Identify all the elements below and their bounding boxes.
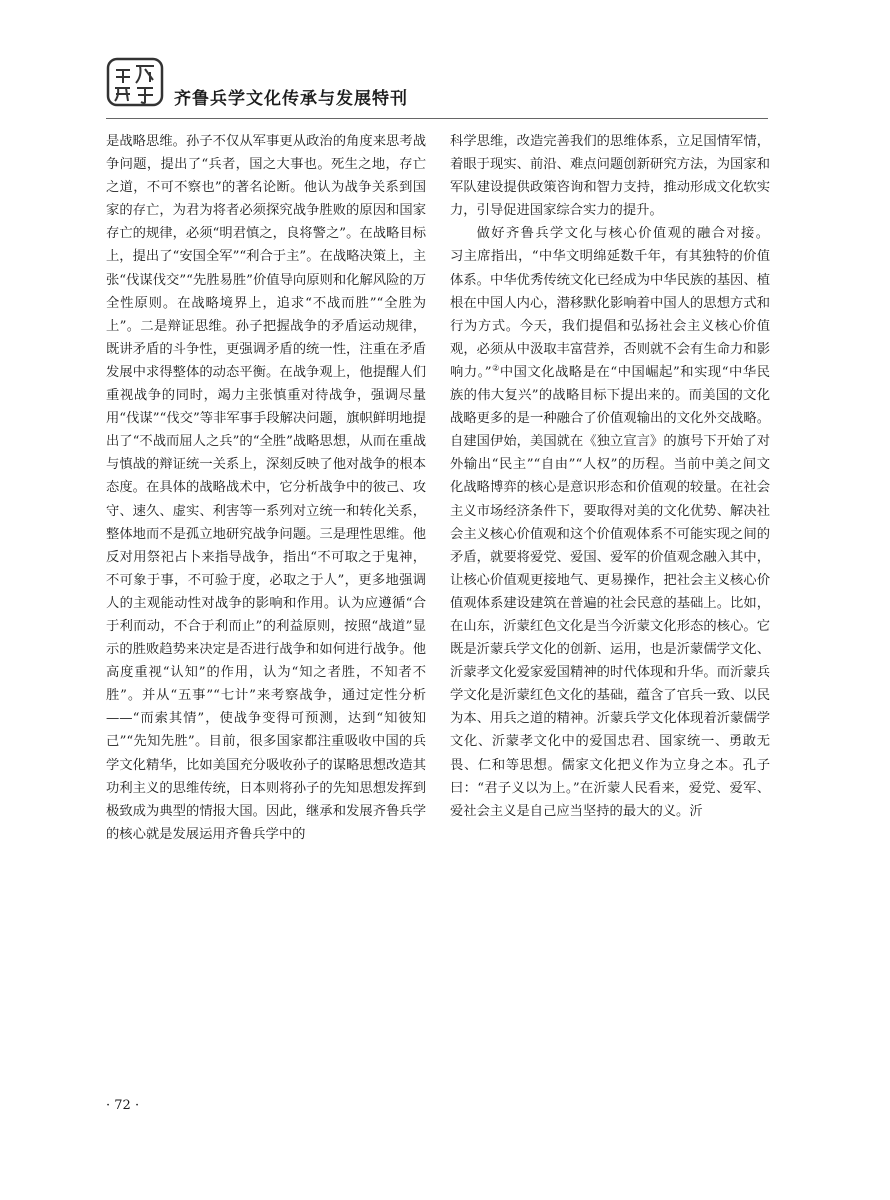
section-lead-heading: 做好齐鲁兵学文化与核心价值观的融合对接。: [476, 226, 770, 242]
footnote-marker: ②: [491, 363, 500, 373]
header-divider: [106, 118, 768, 119]
right-paragraph-2-text-a: 习主席指出，“中华文明绵延数千年，有其独特的价值体系。中华优秀传统文化已经成为中华民族的基因、植根在中国人内心，潜移默化影响着中国人的思想方式和行为方式。今天，我们提倡和弘扬社会主义核心价值观，必须从中汲取丰富营养，否则就不会有生命力和影响力。”: [450, 249, 770, 380]
journal-logo-seal-icon: [106, 56, 164, 108]
journal-logo: [106, 56, 164, 108]
journal-header-title: 齐鲁兵学文化传承与发展特刊: [174, 89, 408, 109]
right-paragraph-2-text-b: 中国文化战略是在“中国崛起”和实现“中华民族的伟大复兴”的战略目标下提出来的。而美国的文化战略更多的是一种融合了价值观输出的文化外交战略。自建国伊始，美国就在《独立宣言》的旗号下开始了对外输出“民主”“自由”“人权”的历程。当前中美之间文化战略博弈的核心是意识形态和价值观的较量。在社会主义市场经济条件下，要取得对美的文化优势、解决社会主义核心价值观和这个价值观体系不可能实现之间的矛盾，就要将爱党、爱国、爱军的价值观念融入其中，让核心价值观更接地气、更易操作，把社会主义核心价值观体系建设建筑在普遍的社会民意的基础上。比如，在山东，沂蒙红色文化是当今沂蒙文化形态的核心。它既是沂蒙兵学文化的创新、运用，也是沂蒙儒学文化、沂蒙孝文化爱家爱国精神的时代体现和升华。而沂蒙兵学文化是沂蒙红色文化的基础，蕴含了官兵一致、以民为本、用兵之道的精神。沂蒙兵学文化体现着沂蒙儒学文化、沂蒙孝文化中的爱国忠君、国家统一、勇敢无畏、仁和等思想。儒家文化把义作为立身之本。孔子曰：“君子义以为上。”在沂蒙人民看来，爱党、爱军、爱社会主义是自己应当坚持的最大的义。沂: [450, 364, 770, 819]
right-paragraph-1: 科学思维，改造完善我们的思维体系，立足国情军情，着眼于现实、前沿、难点问题创新研究方法，为国家和军队建设提供政策咨询和智力支持，推动形成文化软实力，引导促进国家综合实力的提升。: [450, 134, 770, 219]
left-column: [106, 130, 426, 1092]
page-number: · 72 ·: [106, 1098, 140, 1113]
right-paragraph-2: [450, 222, 770, 822]
left-paragraph-1: 是战略思维。孙子不仅从军事更从政治的角度来思考战争问题，提出了“兵者，国之大事也。死生之地，存亡之道，不可不察也”的著名论断。他认为战争关系到国家的存亡，为君为将者必须探究战争胜败的原因和国家存亡的规律，必须“明君慎之，良将警之”。在战略目标上，提出了“安国全军”“利合于主”。在战略决策上，主张“伐谋伐交”“先胜易胜”价值导向原则和化解风险的万全性原则。在战略境界上，追求“不战而胜”“全胜为上”。二是辩证思维。孙子把握战争的矛盾运动规律，既讲矛盾的斗争性，更强调矛盾的统一性，注重在矛盾发展中求得整体的动态平衡。在战争观上，他提醒人们重视战争的同时，竭力主张慎重对待战争，强调尽量用“伐谋”“伐交”等非军事手段解决问题，旗帜鲜明地提出了“不战而屈人之兵”的“全胜”战略思想，从而在重战与慎战的辩证统一关系上，深刻反映了他对战争的根本态度。在具体的战略战术中，它分析战争中的彼己、攻守、速久、虚实、利害等一系列对立统一和转化关系，整体地而不是孤立地研究战争问题。三是理性思维。他反对用祭祀占卜来指导战争，指出“不可取之于鬼神，不可象于事，不可验于度，必取之于人”，更多地强调人的主观能动性对战争的影响和作用。认为应遵循“合于利而动，不合于利而止”的利益原则，按照“战道”显示的胜败趋势来决定是否进行战争和如何进行战争。他高度重视“认知”的作用，认为“知之者胜，不知者不胜”。并从“五事”“七计”来考察战争，通过定性分析——“而索其情”，使战争变得可预测，达到“知彼知己”“先知先胜”。目前，很多国家都注重吸收中国的兵学文化精华，比如美国充分吸收孙子的谋略思想改造其功利主义的思维传统，日本则将孙子的先知思想发挥到极致成为典型的情报大国。因此，继承和发展齐鲁兵学的核心就是发展运用齐鲁兵学中的: [106, 134, 426, 842]
right-column: [450, 130, 770, 1092]
